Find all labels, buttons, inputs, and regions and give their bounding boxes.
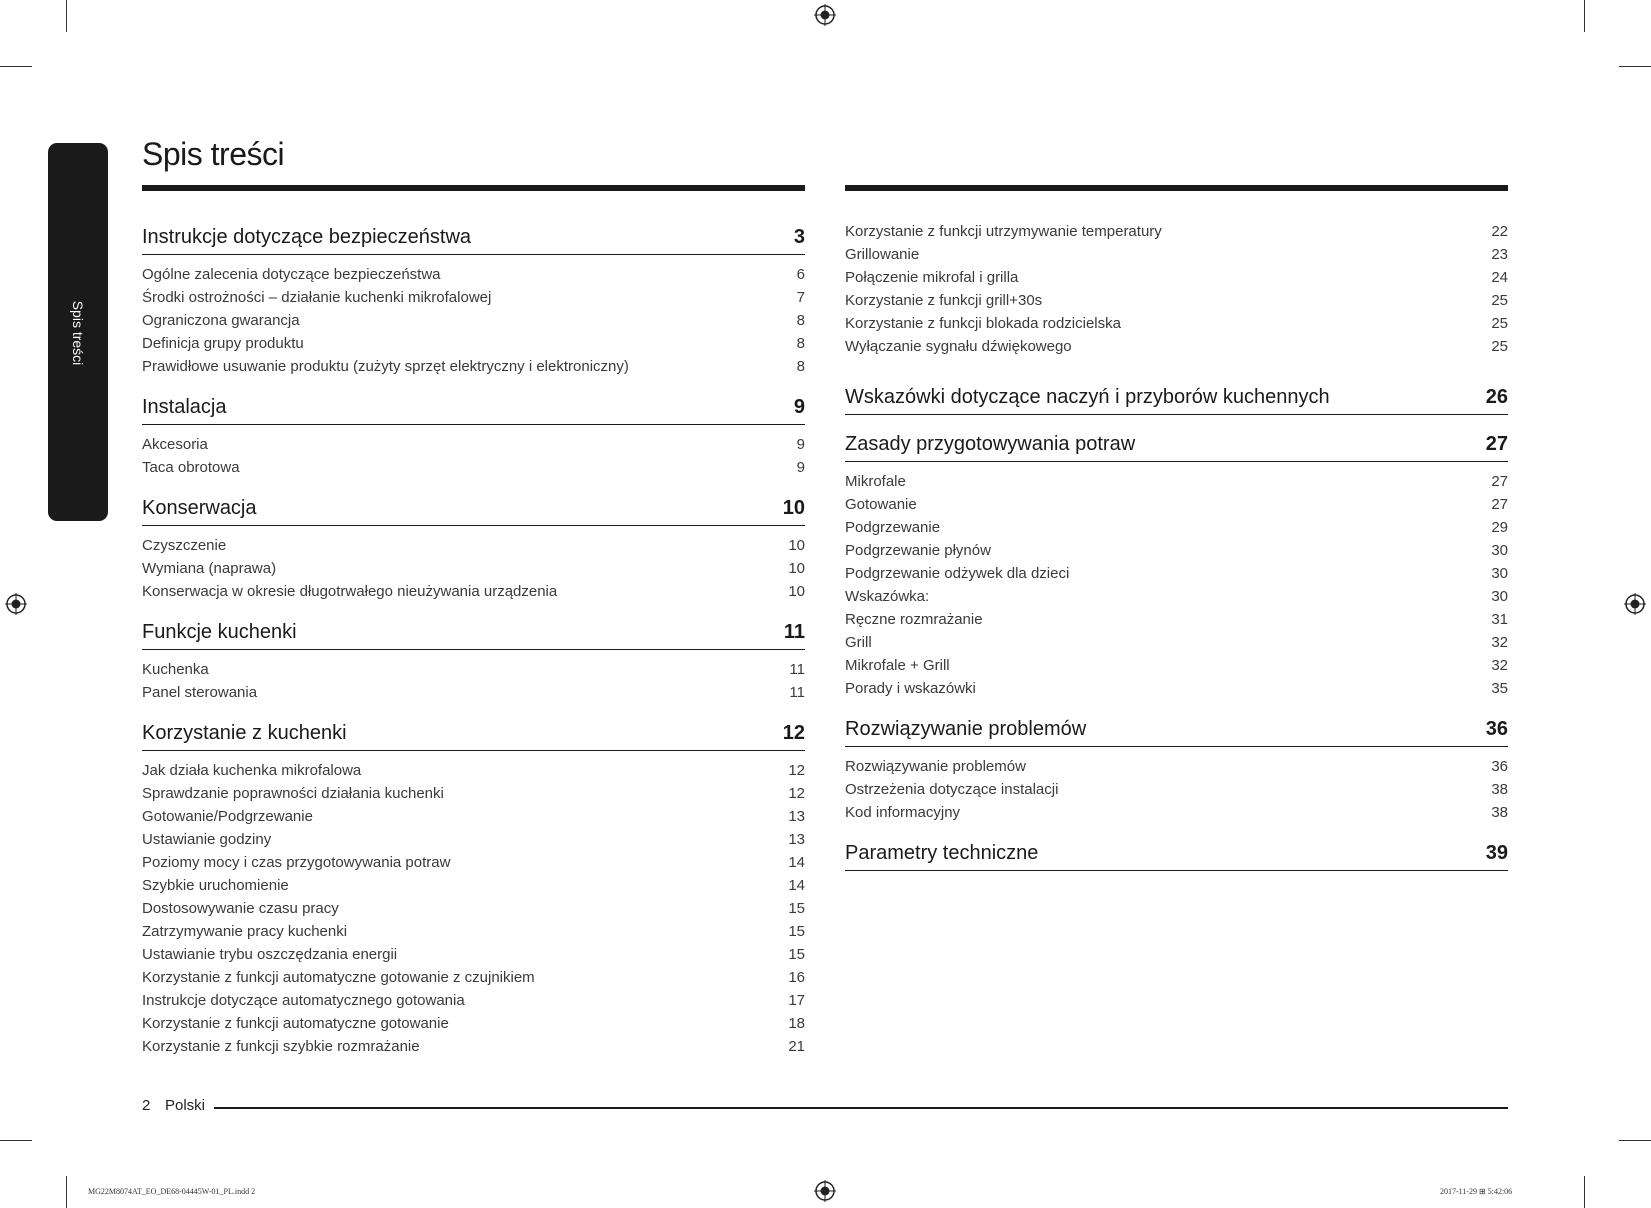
toc-section-page: 27	[1485, 433, 1508, 455]
footer-language: Polski	[165, 1097, 206, 1114]
toc-entry-label: Dostosowywanie czasu pracy	[142, 900, 339, 917]
toc-entry-page: 36	[1491, 758, 1508, 775]
toc-entry-page: 12	[788, 785, 805, 802]
toc-entry-page: 38	[1491, 804, 1508, 821]
toc-section-title: Zasady przygotowywania potraw	[845, 433, 1136, 455]
toc-entry[interactable]	[142, 989, 805, 1012]
toc-entry[interactable]	[845, 608, 1508, 631]
toc-entry[interactable]	[142, 851, 805, 874]
toc-entry-label: Ogólne zalecenia dotyczące bezpieczeństwa	[142, 266, 441, 283]
toc-entry-label: Sprawdzanie poprawności działania kuchenki	[142, 785, 444, 802]
toc-entry-page: 14	[788, 877, 805, 894]
toc-entry[interactable]	[142, 943, 805, 966]
toc-entry-page: 9	[796, 436, 805, 453]
crop-mark	[1619, 1140, 1651, 1141]
toc-entry-label: Kuchenka	[142, 661, 209, 678]
side-tab	[48, 143, 108, 521]
toc-entry[interactable]	[845, 631, 1508, 654]
title-rule-right	[845, 185, 1508, 191]
title-rule-left	[142, 185, 805, 191]
toc-entry[interactable]	[142, 782, 805, 805]
toc-entry-page: 30	[1491, 588, 1508, 605]
toc-entry-label: Zatrzymywanie pracy kuchenki	[142, 923, 348, 940]
toc-section-heading[interactable]	[142, 394, 805, 425]
toc-entry[interactable]	[142, 263, 805, 286]
side-tab-label: Spis treści	[70, 300, 86, 366]
toc-entry-label: Mikrofale + Grill	[845, 657, 950, 674]
toc-entry-page: 22	[1491, 223, 1508, 240]
footer-page-number: 2	[142, 1097, 151, 1114]
toc-entry[interactable]	[845, 243, 1508, 266]
toc-section-title: Korzystanie z kuchenki	[142, 722, 347, 744]
toc-entry-label: Czyszczenie	[142, 537, 227, 554]
toc-entry-page: 11	[789, 661, 805, 678]
toc-section	[142, 495, 805, 603]
toc-entry[interactable]	[845, 220, 1508, 243]
toc-section-page: 10	[782, 497, 805, 519]
toc-entry-page: 15	[788, 900, 805, 917]
toc-section	[845, 384, 1508, 415]
toc-entry-label: Grill	[845, 634, 872, 651]
toc-entry-page: 6	[796, 266, 805, 283]
toc-entry-page: 8	[796, 312, 805, 329]
toc-entry[interactable]	[845, 677, 1508, 700]
toc-entry[interactable]	[142, 897, 805, 920]
toc-entry-label: Poziomy mocy i czas przygotowywania potraw	[142, 854, 451, 871]
toc-entry-page: 21	[788, 1038, 805, 1055]
toc-entry-page: 32	[1491, 657, 1508, 674]
toc-entry[interactable]	[845, 312, 1508, 335]
toc-entry-page: 16	[788, 969, 805, 986]
toc-entry-page: 35	[1491, 680, 1508, 697]
toc-entry[interactable]	[142, 1012, 805, 1035]
crop-mark	[66, 0, 67, 32]
toc-section-title: Instalacja	[142, 396, 227, 418]
toc-entry-page: 27	[1491, 496, 1508, 513]
toc-entry-page: 30	[1491, 565, 1508, 582]
toc-entry-label: Grillowanie	[845, 246, 920, 263]
crop-mark	[1619, 66, 1651, 67]
toc-entry-label: Rozwiązywanie problemów	[845, 758, 1026, 775]
toc-section	[142, 619, 805, 704]
crop-mark	[1584, 0, 1585, 32]
page-title: Spis treści	[142, 136, 285, 172]
toc-section	[142, 224, 805, 378]
toc-entry[interactable]	[142, 534, 805, 557]
toc-entry[interactable]	[142, 759, 805, 782]
toc-section-heading[interactable]	[845, 384, 1508, 415]
toc-entry-label: Mikrofale	[845, 473, 906, 490]
toc-section-page: 9	[793, 396, 805, 418]
toc-entry-label: Ustawianie godziny	[142, 831, 272, 848]
toc-entry[interactable]	[142, 1035, 805, 1058]
toc-entry[interactable]	[845, 266, 1508, 289]
toc-entry-page: 23	[1491, 246, 1508, 263]
toc-left-column	[142, 224, 805, 1074]
toc-entry-label: Podgrzewanie odżywek dla dzieci	[845, 565, 1070, 582]
toc-section	[142, 720, 805, 1058]
toc-entry-label: Ostrzeżenia dotyczące instalacji	[845, 781, 1059, 798]
toc-entry[interactable]	[142, 309, 805, 332]
toc-section-heading[interactable]	[845, 840, 1508, 871]
toc-entry[interactable]	[845, 493, 1508, 516]
toc-section	[845, 840, 1508, 871]
toc-entry-label: Konserwacja w okresie długotrwałego nieużywania urządzenia	[142, 583, 558, 600]
toc-entry-label: Szybkie uruchomienie	[142, 877, 289, 894]
toc-entry[interactable]	[142, 355, 805, 378]
toc-entry-label: Ustawianie trybu oszczędzania energii	[142, 946, 398, 963]
toc-entry-page: 11	[789, 684, 805, 701]
toc-entry[interactable]	[142, 966, 805, 989]
toc-entry-page: 10	[788, 560, 805, 577]
registration-mark-icon	[814, 1180, 836, 1202]
toc-entry[interactable]	[142, 456, 805, 479]
toc-entry[interactable]	[142, 874, 805, 897]
registration-mark-icon	[814, 4, 836, 26]
toc-entry-page: 9	[796, 459, 805, 476]
toc-continued-items	[845, 220, 1508, 358]
toc-entry-page: 27	[1491, 473, 1508, 490]
toc-entry-page: 7	[796, 289, 805, 306]
toc-section-heading[interactable]	[142, 619, 805, 650]
crop-mark	[66, 1176, 67, 1208]
registration-mark-icon	[5, 593, 27, 615]
toc-entry-page: 29	[1491, 519, 1508, 536]
toc-entry-label: Korzystanie z funkcji automatyczne gotowanie z czujnikiem	[142, 969, 535, 986]
toc-section-page: 36	[1485, 718, 1508, 740]
toc-entry-label: Ręczne rozmrażanie	[845, 611, 983, 628]
toc-entry-page: 38	[1491, 781, 1508, 798]
toc-right-column	[845, 224, 1508, 887]
toc-section-heading[interactable]	[142, 224, 805, 255]
toc-entry[interactable]	[845, 755, 1508, 778]
print-timestamp: 2017-11-29 ⊞ 5:42:06	[1440, 1187, 1513, 1196]
toc-entry-label: Korzystanie z funkcji blokada rodzicielska	[845, 315, 1121, 332]
toc-section-title: Konserwacja	[142, 497, 257, 519]
toc-section-page: 11	[783, 621, 805, 643]
toc-entry[interactable]	[142, 433, 805, 456]
toc-section-title: Parametry techniczne	[845, 842, 1039, 864]
toc-entry[interactable]	[845, 801, 1508, 824]
toc-entry-page: 8	[796, 335, 805, 352]
toc-entry-page: 25	[1491, 292, 1508, 309]
toc-entry[interactable]	[142, 920, 805, 943]
toc-entry-label: Korzystanie z funkcji grill+30s	[845, 292, 1043, 309]
crop-mark	[0, 1140, 32, 1141]
toc-entry-label: Wskazówka:	[845, 588, 930, 605]
toc-entry-page: 32	[1491, 634, 1508, 651]
toc-entry-page: 24	[1491, 269, 1508, 286]
toc-entry-page: 25	[1491, 338, 1508, 355]
toc-entry-page: 8	[796, 358, 805, 375]
toc-entry-label: Środki ostrożności – działanie kuchenki mikrofalowej	[142, 289, 492, 306]
toc-entry-label: Połączenie mikrofal i grilla	[845, 269, 1019, 286]
toc-entry[interactable]	[142, 658, 805, 681]
toc-entry[interactable]	[845, 470, 1508, 493]
toc-entry[interactable]	[845, 778, 1508, 801]
toc-entry[interactable]	[845, 516, 1508, 539]
toc-entry-label: Wyłączanie sygnału dźwiękowego	[845, 338, 1072, 355]
toc-section	[142, 394, 805, 479]
toc-entry-page: 18	[788, 1015, 805, 1032]
toc-section-title: Rozwiązywanie problemów	[845, 718, 1087, 740]
registration-mark-icon	[1624, 593, 1646, 615]
toc-entry-label: Jak działa kuchenka mikrofalowa	[142, 762, 362, 779]
toc-section-page: 39	[1485, 842, 1508, 864]
toc-section-title: Wskazówki dotyczące naczyń i przyborów kuchennych	[845, 386, 1330, 408]
toc-entry-label: Kod informacyjny	[845, 804, 961, 821]
toc-entry-page: 30	[1491, 542, 1508, 559]
toc-entry-label: Instrukcje dotyczące automatycznego gotowania	[142, 992, 465, 1009]
toc-entry[interactable]	[142, 557, 805, 580]
toc-entry-page: 10	[788, 583, 805, 600]
toc-section	[845, 431, 1508, 700]
crop-mark	[1584, 1176, 1585, 1208]
toc-entry-label: Taca obrotowa	[142, 459, 240, 476]
toc-entry-page: 15	[788, 946, 805, 963]
toc-entry-label: Definicja grupy produktu	[142, 335, 304, 352]
toc-section-heading[interactable]	[142, 720, 805, 751]
toc-entry-page: 12	[788, 762, 805, 779]
toc-section-page: 26	[1485, 386, 1508, 408]
toc-entry-page: 10	[788, 537, 805, 554]
toc-entry-page: 13	[788, 808, 805, 825]
toc-entry[interactable]	[142, 580, 805, 603]
toc-entry[interactable]	[845, 335, 1508, 358]
toc-section	[845, 716, 1508, 824]
toc-entry-label: Gotowanie/Podgrzewanie	[142, 808, 313, 825]
toc-entry-label: Gotowanie	[845, 496, 917, 513]
toc-entry-label: Wymiana (naprawa)	[142, 560, 277, 577]
toc-entry-label: Korzystanie z funkcji utrzymywanie temperatury	[845, 223, 1162, 240]
toc-entry-label: Korzystanie z funkcji automatyczne gotowanie	[142, 1015, 449, 1032]
toc-section-heading[interactable]	[845, 431, 1508, 462]
print-file-info: MG22M8074AT_EO_DE68-04445W-01_PL.indd 2	[88, 1187, 256, 1196]
toc-entry-label: Akcesoria	[142, 436, 208, 453]
toc-entry-label: Prawidłowe usuwanie produktu (zużyty sprzęt elektryczny i elektroniczny)	[142, 358, 629, 375]
toc-entry[interactable]	[845, 585, 1508, 608]
toc-entry-label: Korzystanie z funkcji szybkie rozmrażanie	[142, 1038, 420, 1055]
toc-section-page: 12	[782, 722, 805, 744]
toc-entry-label: Porady i wskazówki	[845, 680, 976, 697]
toc-entry[interactable]	[845, 539, 1508, 562]
crop-mark	[0, 66, 32, 67]
toc-entry-page: 25	[1491, 315, 1508, 332]
toc-entry-page: 13	[788, 831, 805, 848]
toc-section-page: 3	[793, 226, 805, 248]
toc-entry[interactable]	[142, 286, 805, 309]
toc-entry[interactable]	[142, 805, 805, 828]
toc-section-title: Instrukcje dotyczące bezpieczeństwa	[142, 226, 472, 248]
footer-rule	[214, 1107, 1508, 1109]
toc-entry[interactable]	[142, 828, 805, 851]
toc-section-heading[interactable]	[142, 495, 805, 526]
toc-entry[interactable]	[142, 681, 805, 704]
toc-entry-label: Podgrzewanie	[845, 519, 941, 536]
toc-entry[interactable]	[142, 332, 805, 355]
toc-entry-page: 31	[1491, 611, 1508, 628]
toc-entry-page: 15	[788, 923, 805, 940]
toc-entry-page: 14	[788, 854, 805, 871]
toc-entry-label: Podgrzewanie płynów	[845, 542, 991, 559]
toc-entry[interactable]	[845, 654, 1508, 677]
toc-entry[interactable]	[845, 289, 1508, 312]
toc-entry-label: Ograniczona gwarancja	[142, 312, 300, 329]
toc-section-heading[interactable]	[845, 716, 1508, 747]
toc-entry[interactable]	[845, 562, 1508, 585]
toc-entry-page: 17	[788, 992, 805, 1009]
toc-entry-label: Panel sterowania	[142, 684, 258, 701]
toc-section-title: Funkcje kuchenki	[142, 621, 297, 643]
